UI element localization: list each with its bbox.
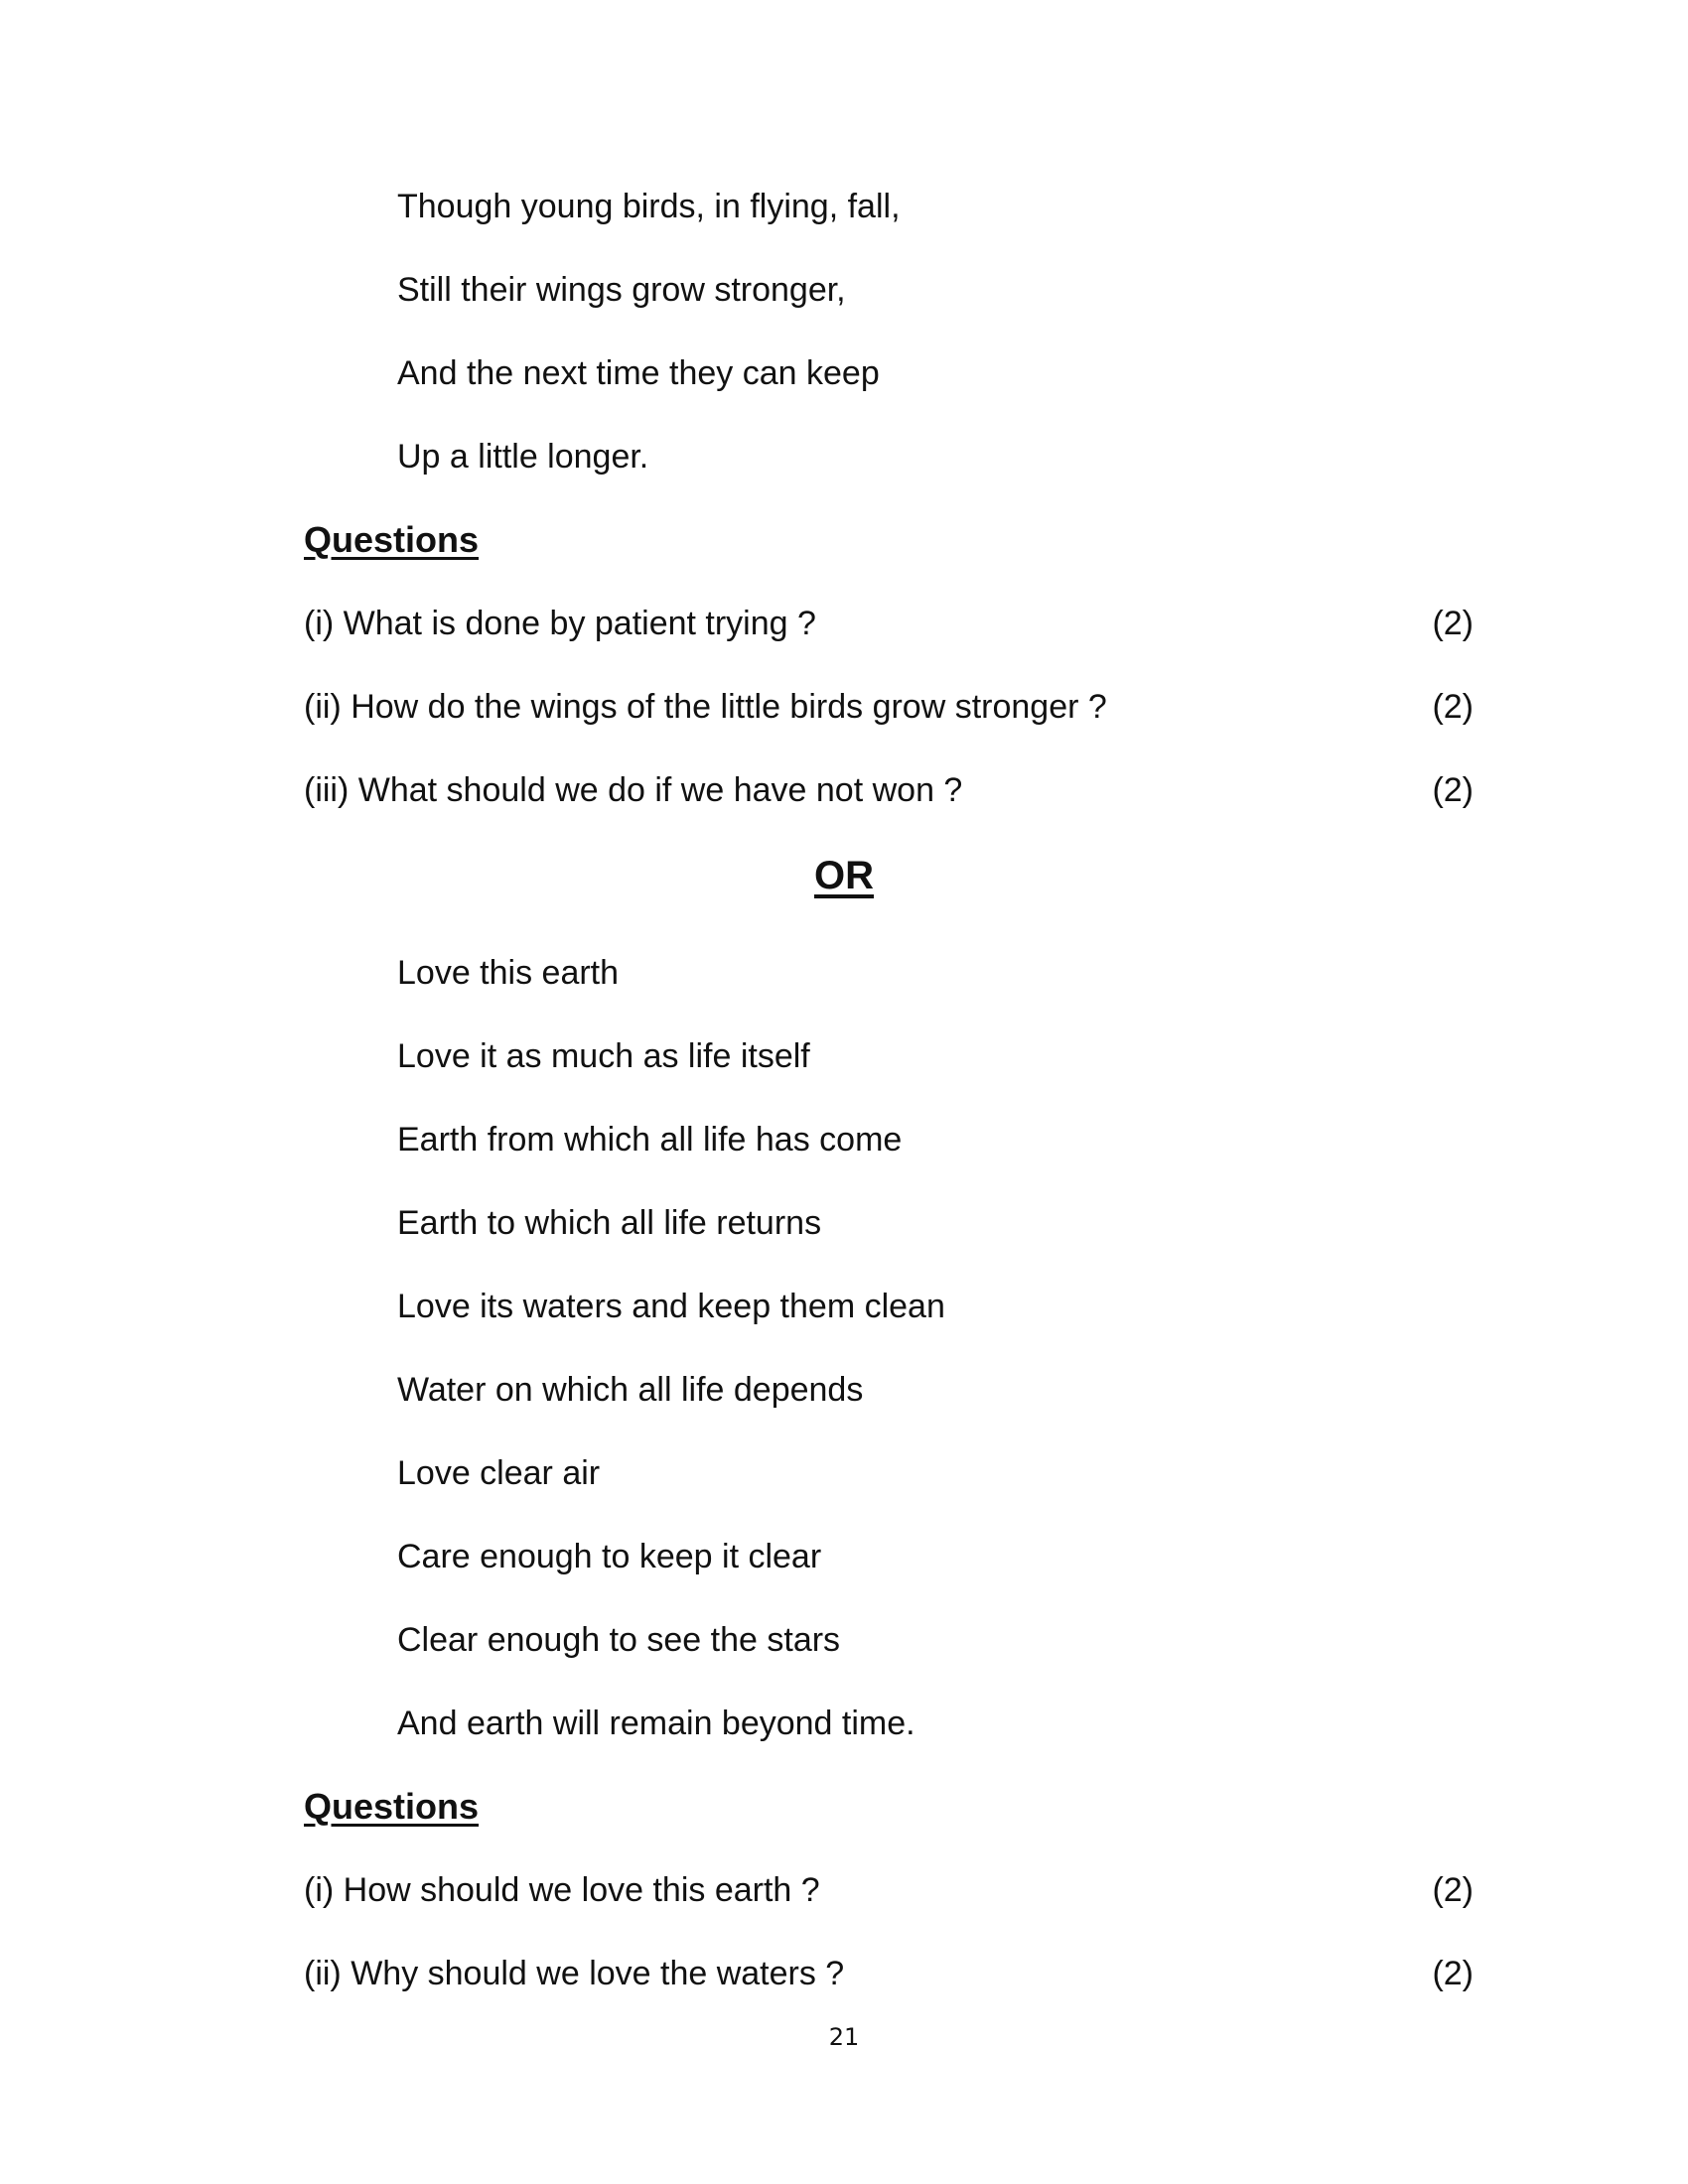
question-text: (i) What is done by patient trying ? <box>304 605 816 642</box>
question-text: (ii) How do the wings of the little birds grow stronger ? <box>304 688 1107 726</box>
poem2-line: Care enough to keep it clear <box>397 1538 822 1575</box>
poem1-line: Still their wings grow stronger, <box>397 271 846 309</box>
poem2-line: And earth will remain beyond time. <box>397 1705 915 1742</box>
poem2-line: Earth from which all life has come <box>397 1121 903 1159</box>
question-text: (i) How should we love this earth ? <box>304 1871 820 1909</box>
poem2-line: Love this earth <box>397 954 620 992</box>
poem1-line: And the next time they can keep <box>397 354 880 392</box>
poem1-line: Though young birds, in flying, fall, <box>397 188 901 225</box>
page-number: 21 <box>828 2023 860 2051</box>
poem2-line: Love clear air <box>397 1454 601 1492</box>
question-marks: (2) <box>1432 688 1474 726</box>
poem2-line: Earth to which all life returns <box>397 1204 822 1242</box>
questions-heading: Questions <box>304 519 480 560</box>
questions-heading: Questions <box>304 1786 480 1827</box>
poem2-line: Love it as much as life itself <box>397 1037 810 1075</box>
question-marks: (2) <box>1432 1871 1474 1909</box>
poem1-line: Up a little longer. <box>397 438 649 476</box>
or-separator: OR <box>814 854 874 897</box>
question-marks: (2) <box>1432 1955 1474 1992</box>
question-marks: (2) <box>1432 605 1474 642</box>
poem2-line: Clear enough to see the stars <box>397 1621 841 1659</box>
poem2-line: Love its waters and keep them clean <box>397 1288 945 1325</box>
question-text: (ii) Why should we love the waters ? <box>304 1955 845 1992</box>
question-text: (iii) What should we do if we have not won ? <box>304 771 963 809</box>
poem2-line: Water on which all life depends <box>397 1371 864 1409</box>
question-marks: (2) <box>1432 771 1474 809</box>
